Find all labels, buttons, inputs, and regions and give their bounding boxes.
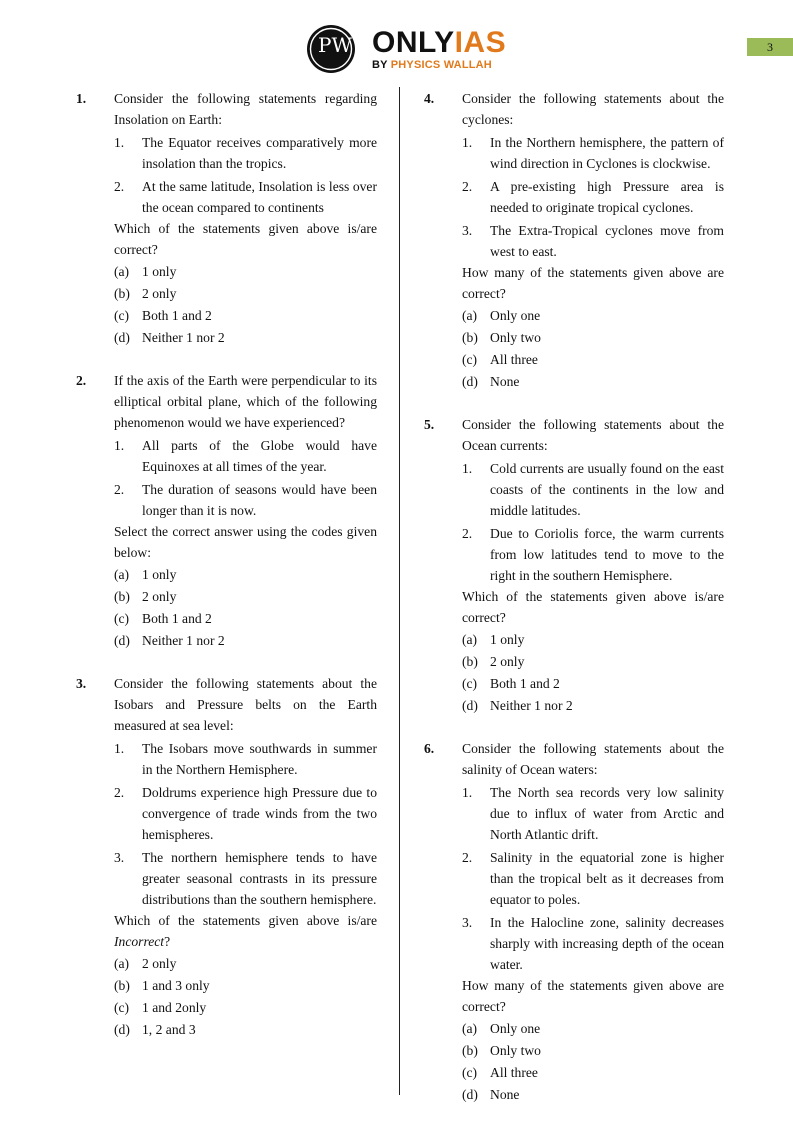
question-prompt: Which of the statements given above is/are correct? bbox=[462, 589, 724, 625]
option-text: Both 1 and 2 bbox=[142, 611, 212, 626]
option-text: 1 only bbox=[490, 632, 525, 647]
statement bbox=[462, 176, 724, 218]
statement-number: 2. bbox=[114, 785, 125, 800]
statement-number: 3. bbox=[462, 223, 473, 238]
option-letter: (d) bbox=[114, 633, 130, 648]
pw-logo-icon bbox=[306, 24, 356, 74]
statement-text: The Isobars move southwards in summer in the Northern Hemisphere. bbox=[142, 741, 377, 777]
option-b bbox=[114, 586, 377, 607]
statement-text: Doldrums experience high Pressure due to convergence of trade winds from the two hemispheres. bbox=[142, 785, 377, 842]
question-1 bbox=[76, 88, 377, 348]
statement-text: Salinity in the equatorial zone is higher than the tropical belt as it decreases from equator to poles. bbox=[490, 850, 724, 907]
statement-number: 3. bbox=[462, 915, 473, 930]
question-text: Consider the following statements about the cyclones: bbox=[462, 91, 724, 127]
question-3 bbox=[76, 673, 377, 1040]
statement bbox=[114, 738, 377, 780]
option-b bbox=[114, 283, 377, 304]
page-header bbox=[0, 20, 793, 76]
option-letter: (a) bbox=[114, 567, 130, 582]
statement-number: 1. bbox=[114, 438, 125, 453]
statement-text: Due to Coriolis force, the warm currents from low latitudes tend to move to the right in the southern Hemisphere. bbox=[490, 526, 724, 583]
statement bbox=[462, 523, 724, 586]
statement-number: 2. bbox=[114, 482, 125, 497]
option-letter: (b) bbox=[114, 286, 130, 301]
question-number: 6. bbox=[424, 741, 435, 756]
option-letter: (c) bbox=[114, 611, 130, 626]
question-text: Consider the following statements regarding Insolation on Earth: bbox=[114, 91, 377, 127]
brand-tagline-part: BY bbox=[372, 59, 391, 71]
option-letter: (a) bbox=[114, 264, 130, 279]
statement bbox=[462, 847, 724, 910]
option-a bbox=[462, 305, 724, 326]
option-letter: (d) bbox=[462, 1087, 478, 1102]
question-2 bbox=[76, 370, 377, 651]
question-number: 1. bbox=[76, 91, 87, 106]
option-d bbox=[114, 1019, 377, 1040]
option-text: Neither 1 nor 2 bbox=[142, 330, 225, 345]
brand-tagline bbox=[372, 58, 506, 72]
question-number: 5. bbox=[424, 417, 435, 432]
option-letter: (b) bbox=[462, 330, 478, 345]
statement-text: The duration of seasons would have been longer than it is now. bbox=[142, 482, 377, 518]
option-c bbox=[114, 608, 377, 629]
option-c bbox=[462, 673, 724, 694]
option-b bbox=[462, 1040, 724, 1061]
statement bbox=[114, 847, 377, 910]
option-text: All three bbox=[490, 1065, 538, 1080]
statement-text: The Equator receives comparatively more insolation than the tropics. bbox=[142, 135, 377, 171]
statement-number: 1. bbox=[114, 135, 125, 150]
statement bbox=[114, 782, 377, 845]
question-number: 3. bbox=[76, 676, 87, 691]
pw-logo-mark: PW bbox=[318, 33, 353, 57]
statement-number: 2. bbox=[114, 179, 125, 194]
option-letter: (d) bbox=[462, 374, 478, 389]
option-b bbox=[462, 651, 724, 672]
question-6 bbox=[424, 738, 724, 1105]
statement-number: 1. bbox=[114, 741, 125, 756]
statement bbox=[462, 912, 724, 975]
option-c bbox=[114, 305, 377, 326]
column-divider bbox=[399, 87, 400, 1095]
option-letter: (d) bbox=[462, 698, 478, 713]
statement-number: 2. bbox=[462, 850, 473, 865]
brand-name bbox=[372, 28, 506, 58]
option-c bbox=[462, 1062, 724, 1083]
statement-text: In the Northern hemisphere, the pattern of wind direction in Cyclones is clockwise. bbox=[490, 135, 724, 171]
option-text: 2 only bbox=[490, 654, 525, 669]
brand-tagline-accent: PHYSICS WALLAH bbox=[390, 59, 492, 71]
option-c bbox=[462, 349, 724, 370]
option-b bbox=[114, 975, 377, 996]
option-text: Neither 1 nor 2 bbox=[490, 698, 573, 713]
page-number: 3 bbox=[747, 38, 793, 56]
statement bbox=[462, 220, 724, 262]
statement bbox=[114, 435, 377, 477]
question-number: 2. bbox=[76, 373, 87, 388]
brand-logo bbox=[372, 28, 506, 72]
option-text: Both 1 and 2 bbox=[142, 308, 212, 323]
option-d bbox=[462, 695, 724, 716]
option-letter: (c) bbox=[462, 676, 478, 691]
option-d bbox=[462, 1084, 724, 1105]
option-letter: (a) bbox=[462, 308, 478, 323]
option-text: 1 and 2only bbox=[142, 1000, 207, 1015]
statement-text: All parts of the Globe would have Equinoxes at all times of the year. bbox=[142, 438, 377, 474]
option-text: 1, 2 and 3 bbox=[142, 1022, 196, 1037]
option-text: 2 only bbox=[142, 286, 177, 301]
statement-text: At the same latitude, Insolation is less over the ocean compared to continents bbox=[142, 179, 377, 215]
prompt-emphasis: Incorrect bbox=[114, 934, 165, 949]
statement-number: 2. bbox=[462, 526, 473, 541]
question-text: If the axis of the Earth were perpendicular to its elliptical orbital plane, which of the following phenomenon would we have experienced? bbox=[114, 373, 377, 430]
prompt-end: ? bbox=[164, 934, 171, 949]
statement-text: Cold currents are usually found on the east coasts of the continents in the low and middle latitudes. bbox=[490, 461, 724, 518]
option-d bbox=[114, 327, 377, 348]
statement bbox=[114, 176, 377, 218]
option-text: 1 only bbox=[142, 264, 177, 279]
option-text: 2 only bbox=[142, 589, 177, 604]
option-a bbox=[462, 629, 724, 650]
option-text: 1 only bbox=[142, 567, 177, 582]
question-prompt: Which of the statements given above is/are correct? bbox=[114, 221, 377, 257]
option-letter: (d) bbox=[114, 330, 130, 345]
option-a bbox=[462, 1018, 724, 1039]
statement-text: The Extra-Tropical cyclones move from west to east. bbox=[490, 223, 724, 259]
option-letter: (b) bbox=[114, 589, 130, 604]
question-prompt: Select the correct answer using the codes given below: bbox=[114, 524, 377, 560]
option-text: None bbox=[490, 374, 520, 389]
option-letter: (a) bbox=[462, 1021, 478, 1036]
option-d bbox=[462, 371, 724, 392]
option-b bbox=[462, 327, 724, 348]
question-text: Consider the following statements about the Isobars and Pressure belts on the Earth measured at sea level: bbox=[114, 676, 377, 733]
statement-number: 1. bbox=[462, 135, 473, 150]
statement bbox=[114, 479, 377, 521]
option-a bbox=[114, 261, 377, 282]
option-text: Only one bbox=[490, 1021, 541, 1036]
statement bbox=[462, 458, 724, 521]
option-letter: (b) bbox=[462, 654, 478, 669]
statement-text: A pre-existing high Pressure area is needed to originate tropical cyclones. bbox=[490, 179, 724, 215]
statement-number: 3. bbox=[114, 850, 125, 865]
option-letter: (b) bbox=[462, 1043, 478, 1058]
option-text: 2 only bbox=[142, 956, 177, 971]
option-a bbox=[114, 564, 377, 585]
option-text: None bbox=[490, 1087, 520, 1102]
statement bbox=[462, 782, 724, 845]
statement-text: The northern hemisphere tends to have greater seasonal contrasts in its pressure distributions than the southern hemisphere. bbox=[142, 850, 377, 907]
option-letter: (c) bbox=[114, 1000, 130, 1015]
prompt-text: Which of the statements given above is/are bbox=[114, 913, 377, 928]
option-text: 1 and 3 only bbox=[142, 978, 210, 993]
option-text: Only one bbox=[490, 308, 541, 323]
option-letter: (a) bbox=[462, 632, 478, 647]
question-prompt: How many of the statements given above are correct? bbox=[462, 978, 724, 1014]
statement-number: 1. bbox=[462, 785, 473, 800]
question-prompt: How many of the statements given above are correct? bbox=[462, 265, 724, 301]
brand-name-part: ONLY bbox=[372, 26, 455, 59]
option-text: All three bbox=[490, 352, 538, 367]
statement-text: In the Halocline zone, salinity decreases sharply with increasing depth of the ocean water. bbox=[490, 915, 724, 972]
question-5 bbox=[424, 414, 724, 716]
statement-number: 1. bbox=[462, 461, 473, 476]
statement bbox=[462, 132, 724, 174]
question-prompt bbox=[114, 910, 377, 952]
option-a bbox=[114, 953, 377, 974]
question-4 bbox=[424, 88, 724, 392]
brand-name-accent: IAS bbox=[454, 26, 507, 59]
option-d bbox=[114, 630, 377, 651]
left-column bbox=[76, 88, 377, 1040]
option-text: Only two bbox=[490, 1043, 541, 1058]
statement-text: The North sea records very low salinity due to influx of water from Arctic and North Atlantic drift. bbox=[490, 785, 724, 842]
option-letter: (c) bbox=[114, 308, 130, 323]
option-letter: (c) bbox=[462, 1065, 478, 1080]
question-number: 4. bbox=[424, 91, 435, 106]
option-c bbox=[114, 997, 377, 1018]
option-letter: (b) bbox=[114, 978, 130, 993]
option-text: Both 1 and 2 bbox=[490, 676, 560, 691]
option-letter: (c) bbox=[462, 352, 478, 367]
statement-number: 2. bbox=[462, 179, 473, 194]
option-letter: (a) bbox=[114, 956, 130, 971]
option-letter: (d) bbox=[114, 1022, 130, 1037]
statement bbox=[114, 132, 377, 174]
right-column bbox=[424, 88, 724, 1105]
question-text: Consider the following statements about the Ocean currents: bbox=[462, 417, 724, 453]
option-text: Only two bbox=[490, 330, 541, 345]
option-text: Neither 1 nor 2 bbox=[142, 633, 225, 648]
question-text: Consider the following statements about the salinity of Ocean waters: bbox=[462, 741, 724, 777]
